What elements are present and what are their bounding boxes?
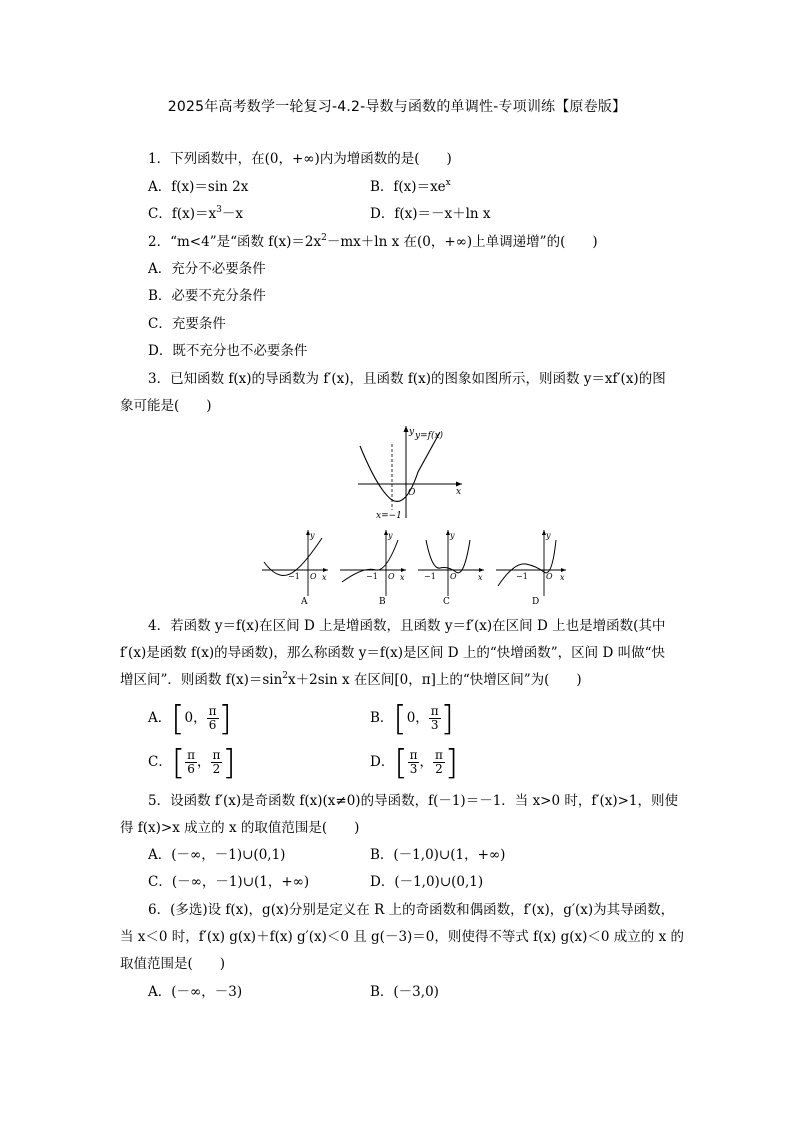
q1-option-c: C．$f(x)=x^3-x$ [148, 205, 243, 222]
svg-text:O: O [546, 572, 553, 581]
q3-stem-line2: 象可能是( ) [120, 398, 212, 414]
main-graph-origin: O [408, 488, 416, 498]
svg-text:x: x [560, 573, 565, 582]
q3-graph-b-label: B [379, 597, 386, 607]
q2-option-d: D．既不充分也不必要条件 [148, 343, 308, 359]
svg-text:O: O [450, 572, 457, 581]
svg-text:O: O [310, 572, 317, 581]
q2-option-c: C．充要条件 [148, 316, 226, 332]
main-graph-y-label: y [409, 427, 415, 437]
q3-graph-c-label: C [443, 597, 450, 607]
q2-stem: 2．“m<4”是“函数 $f(x)=2x^2-mx+\ln$ x 在(0，+∞)上单调递增”的( ) [148, 233, 598, 250]
main-graph-x-label: x [456, 487, 462, 497]
q5-option-b: B．(－1,0)∪(1，+∞) [370, 847, 506, 863]
q5-stem-line2: 得 f(x)>x 成立的 x 的取值范围是( ) [120, 820, 360, 836]
q5-option-d: D．(－1,0)∪(0,1) [370, 874, 484, 890]
svg-text:y: y [388, 531, 393, 540]
svg-text:x: x [322, 573, 327, 582]
q3-graph-c [418, 530, 484, 607]
q3-main-graph [350, 422, 470, 522]
main-graph-dash-label: x=−1 [376, 511, 402, 521]
q4-option-a: A．[0， $\frac{\pi}{6}$ ] [148, 698, 232, 739]
q4-stem-line1: 4．若函数 y＝f(x)在区间 D 上是增函数，且函数 y＝f′(x)在区间 D 上也是增函数(其中 [148, 618, 666, 634]
svg-text:−1: −1 [424, 572, 436, 581]
svg-text:O: O [388, 572, 395, 581]
q4-stem-line2: f′(x)是函数 f(x)的导函数)，那么称函数 y＝f(x)是区间 D 上的“快增函数”，区间 D 叫做“快 [120, 645, 665, 661]
q1-option-b: B．$f(x)=xe^x$ [370, 178, 451, 195]
svg-text:−1: −1 [288, 572, 300, 581]
main-graph-curve-label: y=f(x) [415, 431, 444, 441]
q1-option-d: D．f(x)＝－x＋ln x [370, 206, 491, 222]
q5-option-c: C．(－∞，－1)∪(1，+∞) [148, 874, 310, 890]
q6-stem-line1: 6．(多选)设 f(x)，g(x)分别是定义在 R 上的奇函数和偶函数，f′(x)，g′(x)为其导函数， [148, 902, 675, 918]
q3-option-graphs [258, 526, 570, 608]
q6-option-a: A．(－∞，－3) [148, 984, 243, 1000]
q6-stem-line2: 当 x＜0 时，f′(x) g(x)＋f(x) g′(x)＜0 且 g(－3)＝0，则使得不等式 f(x) g(x)＜0 成立的 x 的 [120, 929, 684, 945]
q1-option-a: A．f(x)＝sin 2x [148, 179, 249, 195]
q5-stem-line1: 5．设函数 f′(x)是奇函数 f(x)(x≠0)的导函数，f(－1)＝－1．当 x>0 时，f′(x)>1，则使 [148, 793, 678, 809]
svg-text:y: y [450, 531, 455, 540]
q4-option-b: B．[0， $\frac{\pi}{3}$ ] [370, 698, 454, 739]
q3-graph-d-label: D [532, 597, 540, 607]
q3-graph-b [340, 530, 406, 607]
q6-stem-line3: 取值范围是( ) [120, 956, 226, 972]
q4-option-d: D．[ $\frac{\pi}{3}$ ， $\frac{\pi}{2}$ ] [370, 742, 459, 783]
svg-text:x: x [478, 573, 483, 582]
svg-text:y: y [546, 531, 551, 540]
q2-option-b: B．必要不充分条件 [148, 288, 266, 304]
q3-stem-line1: 3．已知函数 f(x)的导函数为 f′(x)，且函数 f(x)的图象如图所示，则函数 y＝xf′(x)的图 [148, 371, 666, 387]
q4-stem-line3: 增区间”．则函数 $f(x)=\sin^2x+2\sin$ x 在区间[0，π]上的“快增区间”为( ) [120, 671, 582, 688]
q3-graph-a [262, 530, 328, 607]
svg-text:−1: −1 [366, 572, 378, 581]
svg-text:−1: −1 [516, 572, 528, 581]
page-title: 2025年高考数学一轮复习-4.2-导数与函数的单调性-专项训练【原卷版】 [167, 99, 627, 115]
q6-option-b: B．(－3,0) [370, 984, 439, 1000]
q2-option-a: A．充分不必要条件 [148, 261, 266, 277]
svg-text:y: y [310, 531, 315, 540]
q1-stem: 1．下列函数中，在(0，+∞)内为增函数的是( ) [148, 151, 452, 167]
q3-graph-a-label: A [301, 597, 308, 607]
svg-text:x: x [400, 573, 405, 582]
q4-option-c: C．[ $\frac{\pi}{6}$ ， $\frac{\pi}{2}$ ] [148, 742, 236, 783]
q3-graph-d [496, 530, 566, 607]
q5-option-a: A．(－∞，－1)∪(0,1) [148, 847, 286, 863]
